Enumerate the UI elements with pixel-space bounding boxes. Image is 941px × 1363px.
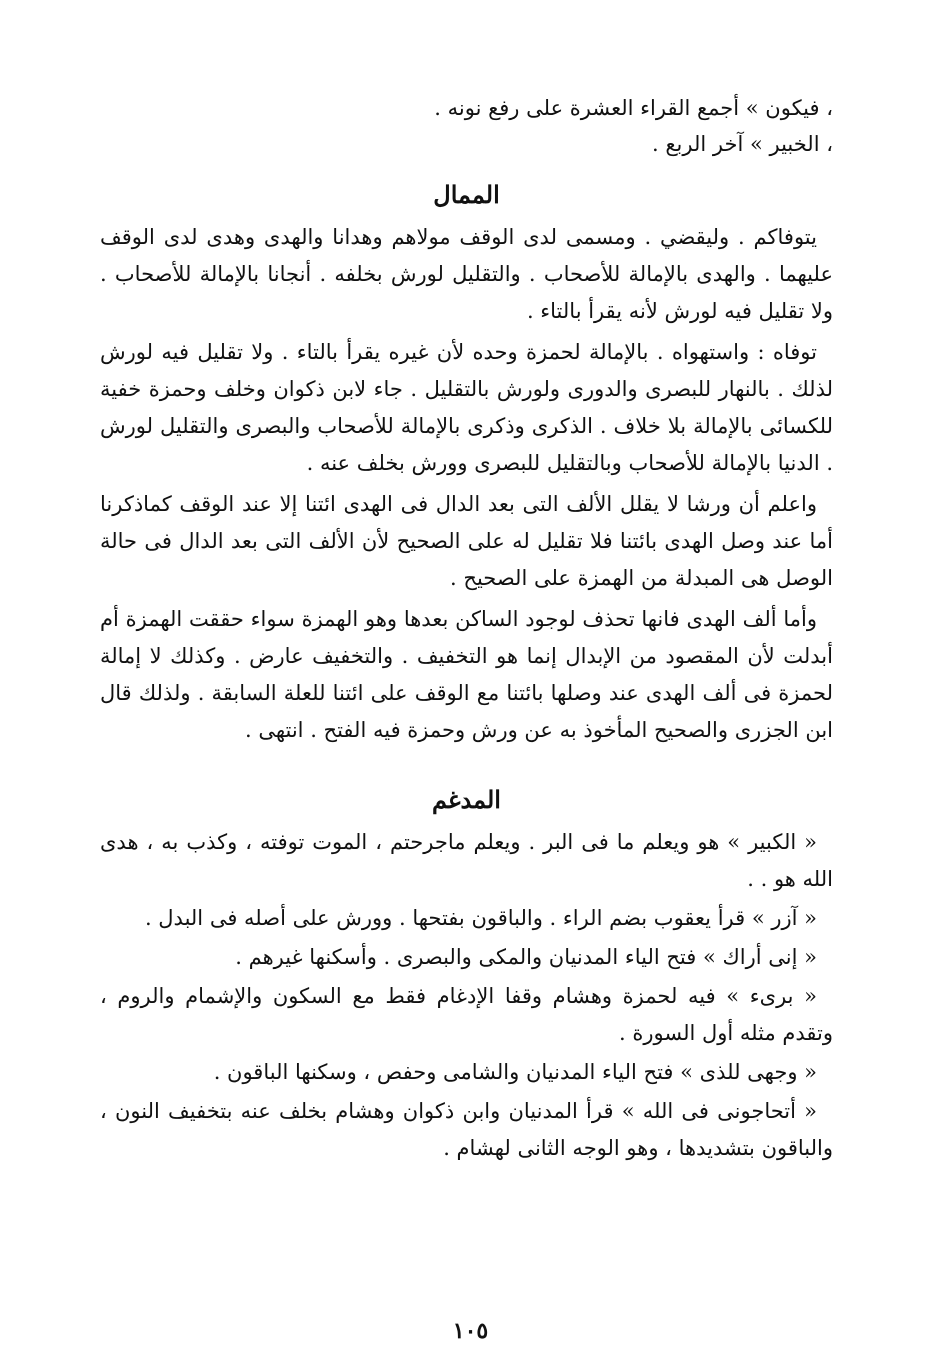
top-lines — [100, 90, 833, 162]
section-heading: المدغم — [432, 785, 501, 814]
paragraph: « وجهى للذى » فتح الياء المدنيان والشامى وحفص ، وسكنها الباقون . — [213, 1060, 817, 1084]
paragraph: وأما ألف الهدى فانها تحذف لوجود الساكن بعدها وهو الهمزة سواء حققت الهمزة أم أبدلت لأن المقصود من الإبدال إنما هو التخفيف . والتخفيف عارض . وكذلك لا إمالة لحمزة فى ألف الهدى عند وصلها بائتنا مع الوقف على ائتنا للعلة السابقة . ولذلك قال ابن الجزرى والصحيح المأخوذ به عن ورش وحمزة فيه الفتح . انتهى . — [100, 607, 833, 742]
paragraph: توفاه : واستهواه . بالإمالة لحمزة وحده لأن غيره يقرأ بالتاء . ولا تقليل فيه لورش لذلك . بالنهار للبصرى والدورى ولورش بالتقليل . جاء لابن ذكوان وخلف وحمزة خفية للكسائى بالإمالة بلا خلاف . الذكرى وذكرى بالإمالة للأصحاب والبصرى والتقليل لورش . الدنيا بالإمالة للأصحاب وبالتقليل للبصرى وورش بخلف عنه . — [100, 340, 833, 475]
paragraph: « آزر » قرأ يعقوب بضم الراء . والباقون بفتحها . وورش على أصله فى البدل . — [144, 906, 817, 930]
text-line: ، فيكون » أجمع القراء العشرة على رفع نونه . — [434, 96, 833, 120]
section-mudgham — [100, 785, 833, 1167]
paragraph: يتوفاكم . وليقضي . ومسمى لدى الوقف مولاهم وهدانا والهدى وهدى لدى الوقف عليهما . والهدى بالإمالة للأصحاب . والتقليل لورش بخلفه . أنجانا بالإمالة للأصحاب . ولا تقليل فيه لورش لأنه يقرأ بالتاء . — [100, 225, 833, 323]
paragraph: « برىء » فيه لحمزة وهشام وقفا الإدغام فقط مع السكون والإشمام والروم ، وتقدم مثله أول السورة . — [100, 984, 833, 1045]
section-gap — [100, 753, 833, 767]
paragraph: « إنى أراك » فتح الياء المدنيان والمكى والبصرى . وأسكنها غيرهم . — [235, 945, 817, 969]
text-line: ، الخبير » آخر الربع . — [652, 132, 833, 156]
page-number: ١٠٥ — [452, 1318, 489, 1344]
paragraph: « أتحاجونى فى الله » قرأ المدنيان وابن ذكوان وهشام بخلف عنه بتخفيف النون ، والباقون بتشديدها ، وهو الوجه الثانى لهشام . — [100, 1099, 833, 1160]
paragraph: « الكبير » هو ويعلم ما فى البر . ويعلم ماجرحتم ، الموت توفته ، وكذب به ، هدى الله هو . . — [100, 830, 833, 891]
section-heading: الممال — [433, 180, 500, 209]
section-mumal — [100, 180, 833, 749]
paragraph: واعلم أن ورشا لا يقلل الألف التى بعد الدال فى الهدى ائتنا إلا عند الوقف كماذكرنا أما عند وصل الهدى بائتنا فلا تقليل له على الصحيح لأن الألف التى بعد الدال فى حالة الوصل هى المبدلة من الهمزة على الصحيح . — [100, 492, 833, 590]
